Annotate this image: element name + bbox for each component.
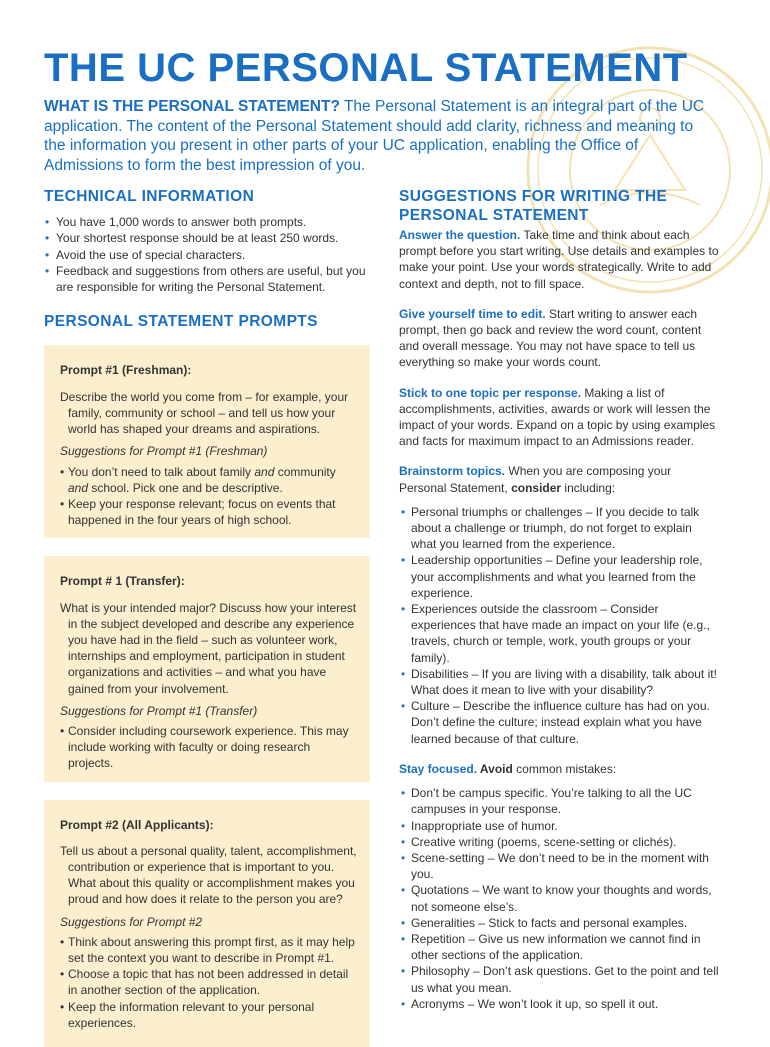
list-item: • Your shortest response should be at least 250 words. — [44, 230, 370, 246]
prompt-suggestions-list — [60, 464, 358, 529]
prompt-description: Describe the world you come from – for example, your family, community or school – and tell us how your world has shaped your dreams and aspirations. — [60, 389, 349, 437]
right-column — [399, 188, 719, 1012]
prompt-suggestions-title: Suggestions for Prompt #2 — [60, 914, 203, 929]
prompt-suggestions-title: Suggestions for Prompt #1 (Freshman) — [60, 444, 268, 459]
intro-paragraph — [44, 97, 716, 175]
prompt-description: Tell us about a personal quality, talent, accomplishment, contribution or experience that is important to you. What about this quality or accomplishment makes you proud and how does it relate to the person you are? — [60, 843, 357, 907]
list-item: • Keep your response relevant; focus on events that happened in the four years of high school. — [60, 496, 358, 528]
prompt-box-transfer — [44, 556, 370, 781]
brainstorm-paragraph: Brainstorm topics. When you are composing your Personal Statement, consider including: — [399, 464, 672, 495]
prompts-heading: PERSONAL STATEMENT PROMPTS — [44, 313, 318, 331]
prompt-box-all-applicants — [44, 800, 370, 1047]
list-item: • Consider including coursework experience. This may include working with faculty or doing research projects. — [60, 723, 358, 772]
list-item: • Quotations – We want to know your thoughts and words, not someone else’s. — [399, 882, 719, 914]
list-item: • Disabilities – If you are living with a disability, talk about it! What does it mean to live with your disability? — [399, 666, 719, 698]
list-item: • You don’t need to talk about family and community and school. Pick one and be descriptive. — [60, 464, 358, 496]
list-item: • Don’t be campus specific. You’re talking to all the UC campuses in your response. — [399, 785, 719, 817]
stick-paragraph: Stick to one topic per response. Making a list of accomplishments, activities, awards or work will lessen the impact of your words. Expand on a topic by using examples and facts for maximum impact to an Admissions reader. — [399, 385, 716, 449]
list-item: • Keep the information relevant to your personal experiences. — [60, 999, 358, 1031]
prompt-title: Prompt #1 (Freshman): — [60, 363, 192, 378]
list-item: • Choose a topic that has not been addressed in detail in another section of the application. — [60, 966, 358, 998]
list-item: • Acronyms – We won’t look it up, so spell it out. — [399, 996, 719, 1012]
prompt-suggestions-title: Suggestions for Prompt #1 (Transfer) — [60, 703, 258, 718]
list-item: • Creative writing (poems, scene-setting or clichés). — [399, 834, 719, 850]
prompt-suggestions-list — [60, 723, 358, 772]
prompt-suggestions-list — [60, 934, 358, 1031]
list-item: • Avoid the use of special characters. — [44, 247, 370, 263]
answer-paragraph: Answer the question. Take time and think about each prompt before you start writing. Use details and examples to make your point. Use your words strategically. Write to add context and depth, not to fill space. — [399, 228, 719, 291]
brainstorm-list — [399, 504, 719, 747]
list-item: • Scene-setting – We don’t need to be in the moment with you. — [399, 850, 719, 882]
suggestions-heading-line2: PERSONAL STATEMENT — [399, 206, 589, 224]
list-item: • Leadership opportunities – Define your leadership role, your accomplishments and what you learned from the experience. — [399, 552, 719, 601]
prompt-title: Prompt # 1 (Transfer): — [60, 574, 185, 589]
intro-text: The Personal Statement is an integral part of the UC application. The content of the Personal Statement should add clarity, richness and meaning to the information you present in other parts of your UC application, enabling the Office of Admissions to form the best impression of you. — [44, 98, 705, 174]
list-item: • Personal triumphs or challenges – If you decide to talk about a challenge or triumph, do not forget to explain what you learned from the experience. — [399, 504, 719, 553]
prompt-box-freshman — [44, 345, 370, 538]
list-item: • Feedback and suggestions from others are useful, but you are responsible for writing the Personal Statement. — [44, 263, 370, 296]
suggestions-heading-line1: SUGGESTIONS FOR WRITING THE — [399, 188, 668, 205]
intro-lead: WHAT IS THE PERSONAL STATEMENT? — [44, 98, 340, 115]
list-item: • Think about answering this prompt first, as it may help set the context you want to describe in Prompt #1. — [60, 934, 358, 966]
list-item: • You have 1,000 words to answer both prompts. — [44, 214, 370, 230]
list-item: • Philosophy – Don’t ask questions. Get to the point and tell us what you mean. — [399, 963, 719, 995]
technical-heading: TECHNICAL INFORMATION — [44, 188, 255, 205]
suggestions-heading — [399, 188, 719, 225]
list-item: • Repetition – Give us new information we cannot find in other sections of the application. — [399, 931, 719, 963]
prompt-title: Prompt #2 (All Applicants): — [60, 817, 214, 832]
list-item: • Culture – Describe the influence culture has had on you. Don’t define the culture; instead explain what you have learned because of that culture. — [399, 698, 719, 747]
list-item: • Generalities – Stick to facts and personal examples. — [399, 915, 719, 931]
edit-paragraph: Give yourself time to edit. Start writing to answer each prompt, then go back and review the word count, content and overall message. You may not have space to tell us everything so make your words count. — [399, 306, 702, 370]
page-title: THE UC PERSONAL STATEMENT — [44, 46, 688, 90]
list-item: • Inappropriate use of humor. — [399, 818, 719, 834]
left-column — [44, 188, 370, 1047]
focused-paragraph: Stay focused. Avoid common mistakes: — [399, 761, 617, 776]
technical-list — [44, 214, 370, 295]
prompt-description: What is your intended major? Discuss how your interest in the subject developed and describe any experience you have had in the field – such as volunteer work, internships and employment, participation in student organizations and activities – and what you have gained from your involvement. — [60, 600, 357, 696]
mistakes-list — [399, 785, 719, 1012]
list-item: • Experiences outside the classroom – Consider experiences that have made an impact on your life (e.g., travels, church or temple, work, youth groups or your family). — [399, 601, 719, 666]
